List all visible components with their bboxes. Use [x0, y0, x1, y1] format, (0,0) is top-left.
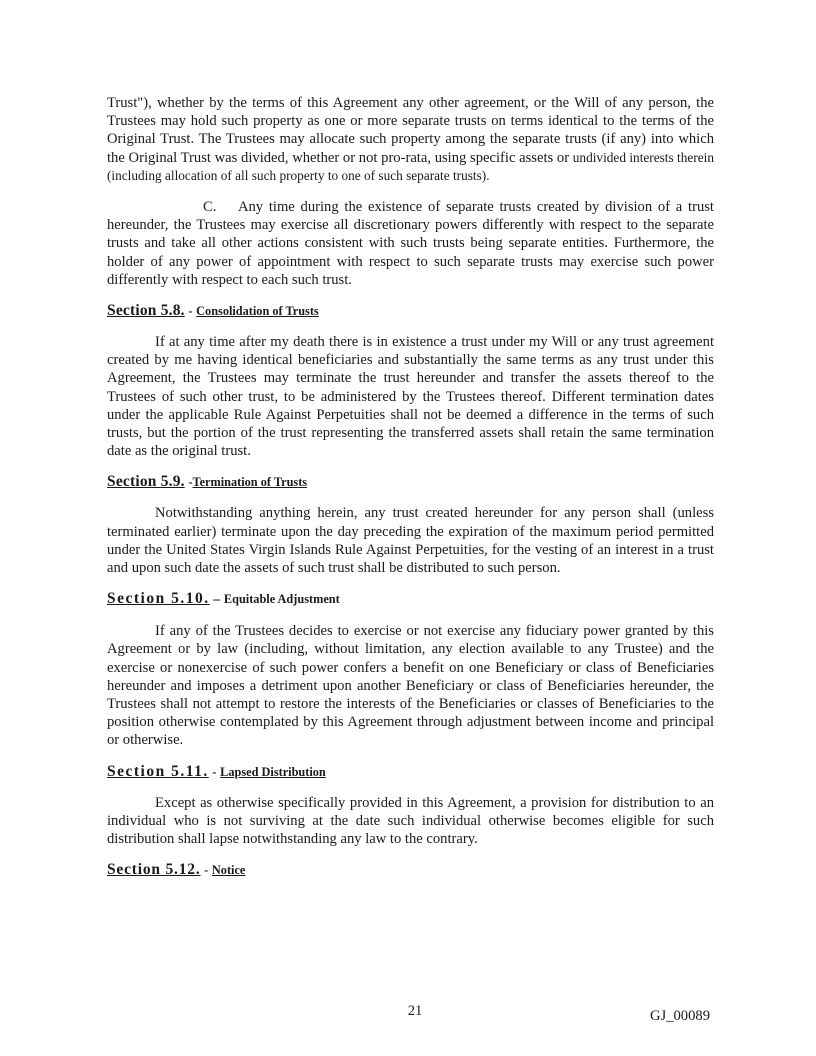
section-title: Termination of Trusts	[192, 475, 308, 490]
section-heading-5-8: Section 5.8. - Consolidation of Trusts	[107, 302, 319, 320]
section-heading-5-9: Section 5.9. -Termination of Trusts	[107, 473, 308, 491]
section-body-5-9: Notwithstanding anything herein, any trust created hereunder for any person shall (unless terminated earlier) terminate upon the day preceding the expiration of the maximum period permitted under the United States Virgin Islands Rule Against Perpetuities, for the vesting of an interest in a trust and upon such date the assets of such trust shall be distributed to such person.	[107, 505, 714, 577]
section-body-5-10: If any of the Trustees decides to exercise or not exercise any fiduciary power granted by this Agreement or by law (including, without limitation, any election available to any Trustee) and the exercise or nonexercise of such power confers a benefit on one Beneficiary or class of Beneficiaries hereunder and imposes a detriment upon another Beneficiary or class of Beneficiaries hereunder, the Trustees shall not attempt to restore the interests of the Beneficiaries or classes of Beneficiaries to the position otherwise contemplated by this Agreement through adjustment between income and principal or otherwise.	[107, 623, 714, 749]
section-title: Consolidation of Trusts	[196, 304, 319, 319]
section-body-5-11: Except as otherwise specifically provided in this Agreement, a provision for distribution to an individual who is not surviving at the date such individual otherwise becomes eligible for such distribution shall lapse notwithstanding any law to the contrary.	[107, 794, 714, 848]
document-page	[107, 94, 714, 892]
section-title: Equitable Adjustment	[223, 592, 340, 607]
section-body-5-8: If at any time after my death there is in existence a trust under my Will or any trust agreement created by me having identical beneficiaries and substantially the same terms as any trust under this Agreement, the Trustees may terminate the trust hereunder and transfer the assets thereof to the Trustees of such other trust, to be administered by the Trustees thereof. Different termination dates under the applicable Rule Against Perpetuities shall not be deemed a difference in the terms of such trusts, but the portion of the trust representing the transferred assets shall retain the same termination date as the original trust.	[107, 334, 714, 460]
section-title: Notice	[211, 863, 246, 878]
section-heading-5-11: Section 5.11. - Lapsed Distribution	[107, 762, 326, 780]
section-title: Lapsed Distribution	[220, 764, 326, 779]
bates-number: GJ_00089	[650, 1008, 710, 1024]
page-number: 21	[407, 1003, 423, 1019]
section-heading-5-12: Section 5.12. - Notice	[107, 861, 246, 879]
section-heading-5-10: Section 5.10. – Equitable Adjustment	[107, 590, 340, 608]
paragraph-label: C.	[203, 199, 217, 216]
paragraph-continuation: Trust"), whether by the terms of this Agreement any other agreement, or the Will of any person, the Trustees may hold such property as one or more separate trusts on terms identical to the terms of the Original Trust. The Trustees may allocate such property among the separate trusts (if any) into which the Original Trust was divided, whether or not pro-rata, using specific assets or undivided interests therein (including allocation of all such property to one of such separate trusts).	[107, 95, 714, 183]
paragraph-c: C. Any time during the existence of separate trusts created by division of a trust hereunder, the Trustees may exercise all discretionary powers differently with respect to the separate trusts and take all other actions consistent with such trusts being separate entities. Furthermore, the holder of any power of appointment with respect to such separate trusts may exercise such power differently with respect to each such trust.	[107, 199, 714, 288]
